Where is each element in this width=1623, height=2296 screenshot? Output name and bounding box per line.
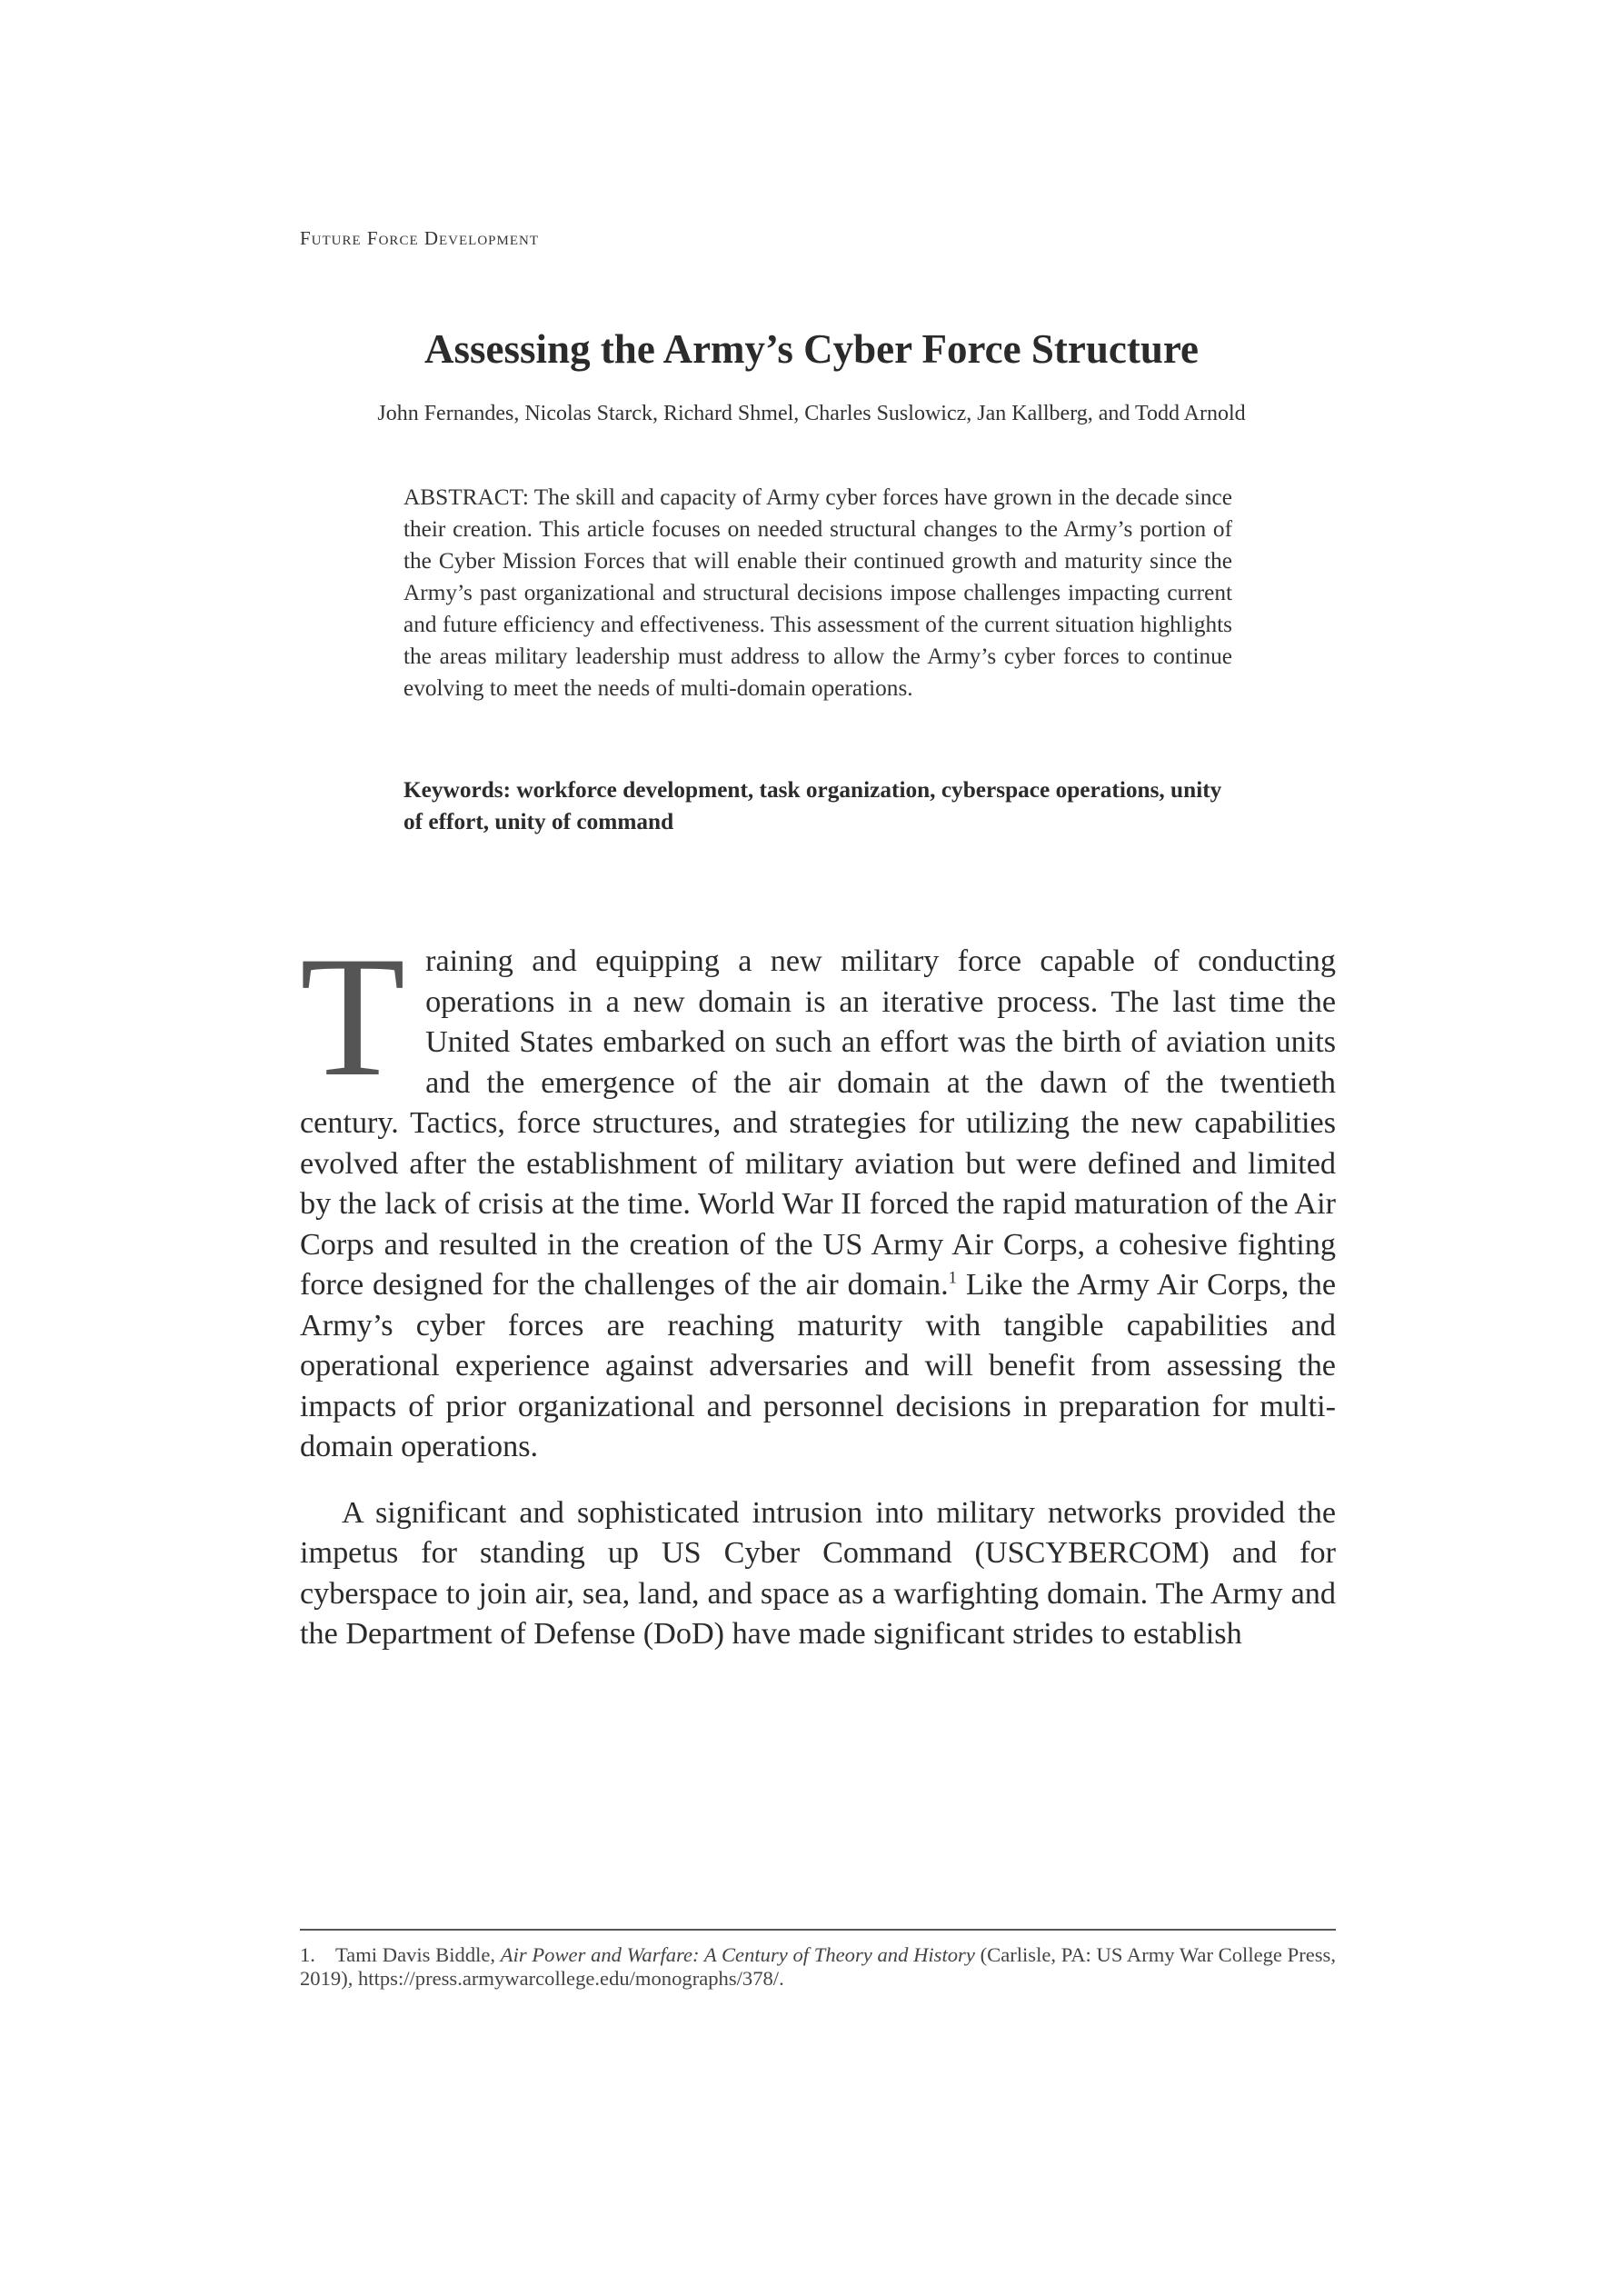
footnote-work-title: Air Power and Warfare: A Century of Theory and History — [500, 1943, 975, 1966]
body-paragraph-2: A significant and sophisticated intrusion into military networks provided the impetus for standing up US Cyber Command (USCYBERCOM) and for cyberspace to join air, sea, land, and space as a warfighting domain. The Army and the Department of Defense (DoD) have made significant strides to establish — [300, 1495, 1336, 1651]
footnote-reference[interactable]: 1 — [948, 1268, 958, 1288]
footnote-1 — [300, 1943, 1336, 1991]
abstract: ABSTRACT: The skill and capacity of Army cyber forces have grown in the decade since their creation. This article focuses on needed structural changes to the Army’s portion of the Cyber Mission Forces that will enable their continued growth and maturity since the Army’s past organizational and structural decisions impose challenges impacting current and future efficiency and effectiveness. This assessment of the current situation highlights the areas military leadership must address to allow the Army’s cyber forces to continue evolving to meet the needs of multi-domain operations. — [403, 484, 1232, 701]
footnote-divider — [300, 1929, 1336, 1931]
footnote-number: 1. — [300, 1943, 315, 1966]
footnote-author: Tami Davis Biddle, — [334, 1943, 496, 1966]
body-paragraph-1 — [300, 922, 1336, 1468]
author-list: John Fernandes, Nicolas Starck, Richard Shmel, Charles Suslowicz, Jan Kallberg, and Todd Arnold — [377, 402, 1246, 425]
body-paragraph-1-text-a: raining and equipping a new military force capable of conducting operations in a new domain is an iterative process. The last time the United States embarked on such an effort was the birth of aviation units and the emergence of the air domain at the dawn of the twentieth century. Tactics, force structures, and strategies for utilizing the new capabilities evolved after the establishment of military aviation but were defined and limited by the lack of crisis at the time. World War II forced the rapid maturation of the Air Corps and resulted in the creation of the US Army Air Corps, a cohesive fighting force designed for the challenges of the air domain. — [300, 944, 1336, 1302]
running-head: Future Force Development — [300, 227, 540, 249]
article-body — [300, 922, 1336, 1655]
article-title: Assessing the Army’s Cyber Force Structure — [424, 326, 1199, 372]
drop-cap: T — [300, 922, 406, 1113]
footnote-citation: (Carlisle, PA: US Army War College Press, 2019), https://press.armywarcollege.edu/monographs/378/. — [300, 1943, 1337, 1990]
keywords: Keywords: workforce development, task organization, cyberspace operations, unity of effort, unity of command — [403, 777, 1222, 834]
body-paragraph-1-text-b: Like the Army Air Corps, the Army’s cyber forces are reaching maturity with tangible capabilities and operational experience against adversaries and will benefit from assessing the impacts of prior organizational and personnel decisions in preparation for multi-domain operations. — [300, 1268, 1336, 1463]
